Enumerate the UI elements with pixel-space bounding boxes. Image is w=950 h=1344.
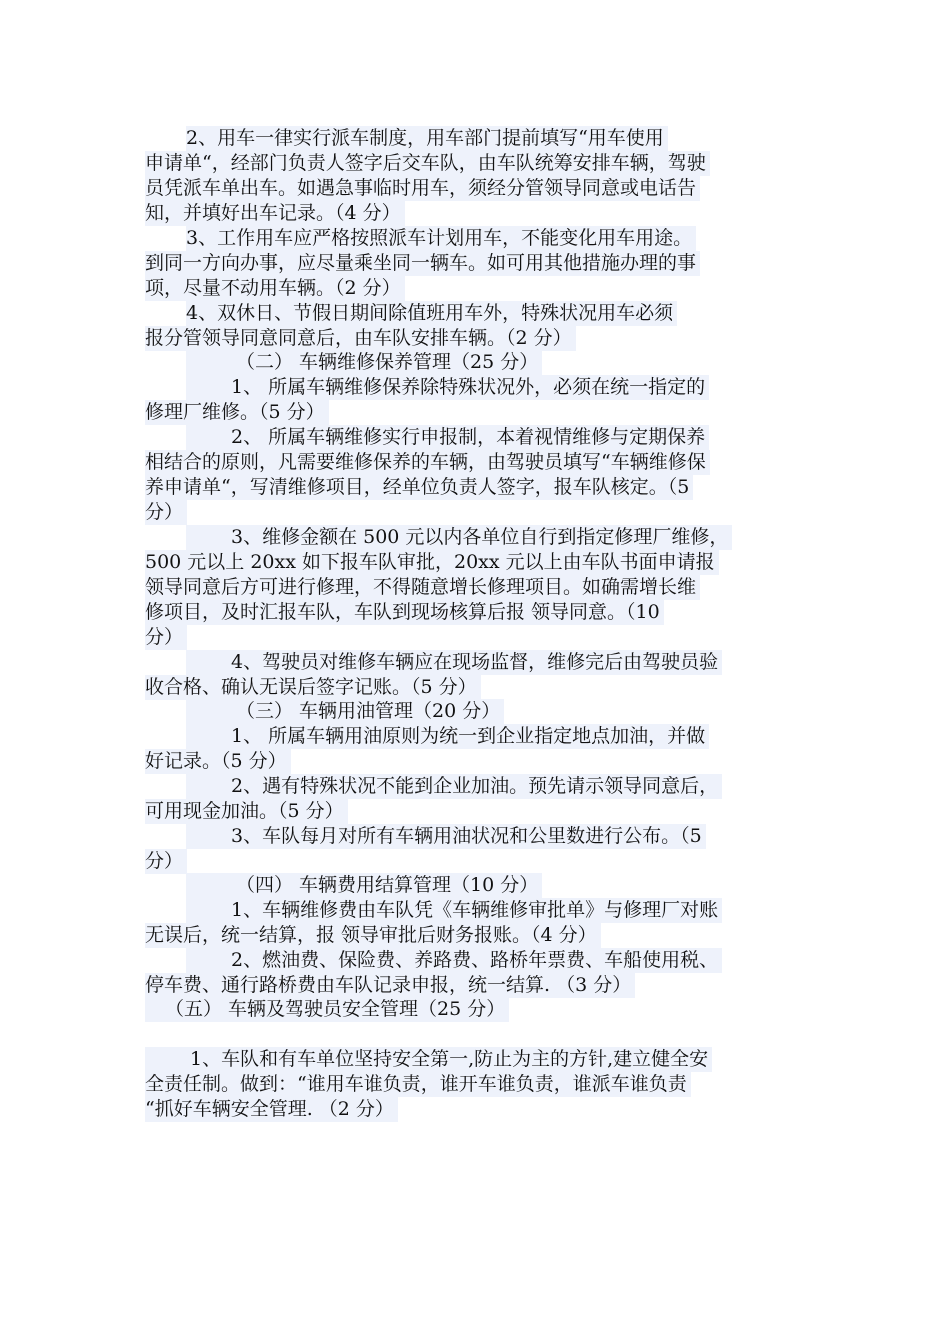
text-line: 收合格、确认无误后签字记账。（5 分） <box>145 675 481 700</box>
text-line: 1、 所属车辆维修保养除特殊状况外，必须在统一指定的 <box>186 375 709 400</box>
text-line: 修理厂维修。（5 分） <box>145 400 329 425</box>
text-line: 无误后，统一结算，报 领导审批后财务报账。（4 分） <box>145 923 601 948</box>
text-line: “抓好车辆安全管理. （2 分） <box>145 1097 398 1122</box>
text-line: 分） <box>145 625 187 650</box>
text-line: 500 元以上 20xx 如下报车队审批，20xx 元以上由车队书面申请报 <box>145 550 719 575</box>
text-line: 4、驾驶员对维修车辆应在现场监督，维修完后由驾驶员验 <box>186 650 722 675</box>
text-line: 知，并填好出车记录。（4 分） <box>145 201 405 226</box>
text-line: 相结合的原则，凡需要维修保养的车辆，由驾驶员填写“车辆维修保 <box>145 450 710 475</box>
text-line: 1、车辆维修费由车队凭《车辆维修审批单》与修理厂对账 <box>186 898 722 923</box>
text-line: 到同一方向办事，应尽量乘坐同一辆车。如可用其他措施办理的事 <box>145 251 700 276</box>
text-line: 项，尽量不动用车辆。（2 分） <box>145 276 405 301</box>
text-line: 1、车队和有车单位坚持安全第一,防止为主的方针,建立健全安 <box>145 1047 712 1072</box>
text-line: 分） <box>145 849 187 874</box>
text-line: 4、双休日、节假日期间除值班用车外，特殊状况用车必须 <box>186 301 677 326</box>
text-line: 养申请单“，写清维修项目，经单位负责人签字，报车队核定。（5 <box>145 475 693 500</box>
text-line: 3、工作用车应严格按照派车计划用车，不能变化用车用途。 <box>186 226 696 251</box>
text-line: 全责任制。做到：“谁用车谁负责，谁开车谁负责，谁派车谁负责 <box>145 1072 691 1097</box>
text-line: 2、燃油费、保险费、养路费、路桥年票费、车船使用税、 <box>186 948 722 973</box>
text-line: 可用现金加油。（5 分） <box>145 799 348 824</box>
section-heading: （五） 车辆及驾驶员安全管理（25 分） <box>145 997 509 1022</box>
text-line: 报分管领导同意同意后，由车队安排车辆。（2 分） <box>145 326 576 351</box>
text-line: 分） <box>145 500 187 525</box>
text-line: 2、遇有特殊状况不能到企业加油。预先请示领导同意后， <box>186 774 722 799</box>
text-line: 员凭派车单出车。如遇急事临时用车，须经分管领导同意或电话告 <box>145 176 700 201</box>
text-line: 2、 所属车辆维修实行申报制，本着视情维修与定期保养 <box>186 425 709 450</box>
text-line: 2、用车一律实行派车制度，用车部门提前填写“用车使用 <box>186 126 668 151</box>
text-line: 修项目，及时汇报车队，车队到现场核算后报 领导同意。（10 <box>145 600 664 625</box>
section-heading: （二） 车辆维修保养管理（25 分） <box>186 350 542 375</box>
text-line: 3、车队每月对所有车辆用油状况和公里数进行公布。（5 <box>186 824 706 849</box>
text-line: 领导同意后方可进行修理，不得随意增长修理项目。如确需增长维 <box>145 575 700 600</box>
text-line: 好记录。（5 分） <box>145 749 291 774</box>
section-heading: （四） 车辆费用结算管理（10 分） <box>186 873 542 898</box>
text-line: 1、 所属车辆用油原则为统一到企业指定地点加油，并做 <box>186 724 709 749</box>
text-line: 3、维修金额在 500 元以内各单位自行到指定修理厂维修， <box>186 525 732 550</box>
text-line: 停车费、通行路桥费由车队记录申报，统一结算. （3 分） <box>145 973 635 998</box>
text-line: 申请单“，经部门负责人签字后交车队，由车队统筹安排车辆，驾驶 <box>145 151 710 176</box>
section-heading: （三） 车辆用油管理（20 分） <box>186 699 504 724</box>
